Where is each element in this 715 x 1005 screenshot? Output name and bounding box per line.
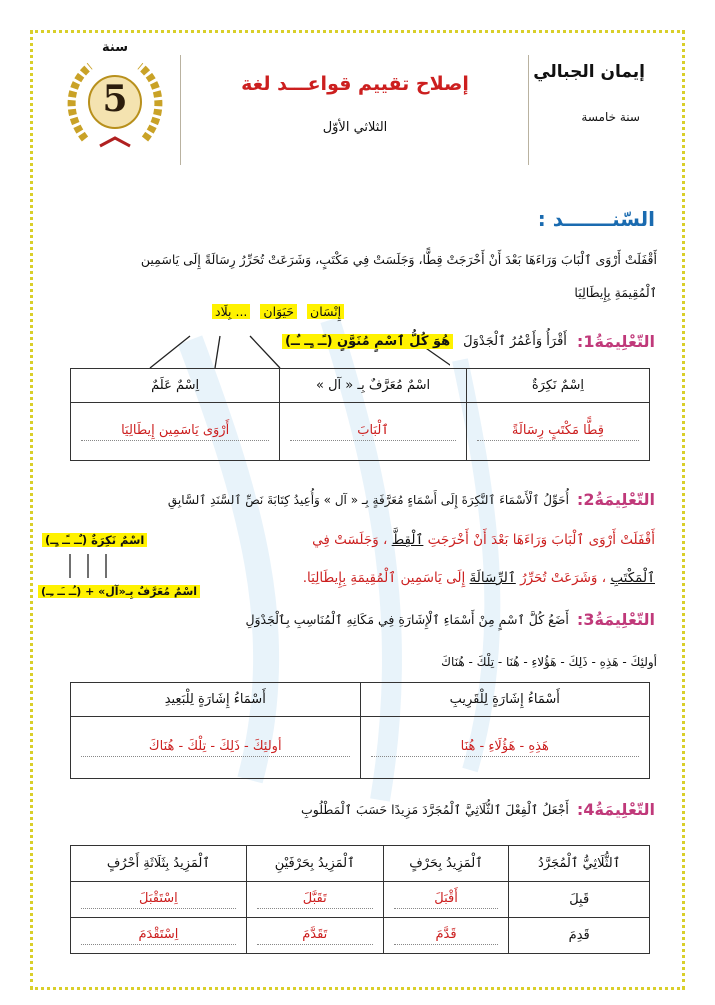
task2-line2-part-b: ، وَشَرَعَتْ تُحَرِّرُ <box>520 570 607 586</box>
task4-row1-two: تَقَبَّلَ <box>257 891 373 909</box>
badge-word: سنة <box>102 40 128 55</box>
text-line-1: أَقْفَلَتْ أَرْوَى ٱلْبَابَ وَرَاءَهَا بَعْدَ أَنْ أَخْرَجَتْ قِطًّا، وَجَلَسَتْ فِي مَكْتَبٍ، وَشَرَعَتْ تُحَرِّرُ رِسَالَةً إِلَى يَاسَمِين <box>140 252 657 267</box>
task4-header-base: ٱلثُّلَاثِيُّ ٱلْمُجَرَّدُ <box>509 846 650 882</box>
tag-country: بِلَاد ... <box>212 304 250 319</box>
task2-line-1 <box>312 532 655 548</box>
task2-instruction: أُحَوِّلُ ٱلْأَسْمَاءَ ٱلنَّكِرَةَ إِلَى أَسْمَاءٍ مُعَرَّفَةٍ بِـ « آل » وَأُعِيدُ كِتَابَةَ نَصِّ ٱلسَّنَدِ ٱلسَّابِقِ <box>167 492 569 507</box>
task1-tags <box>212 304 344 319</box>
task1-cell-definite: ٱلْبَابَ <box>290 423 456 441</box>
task4-instruction: أَجْعَلُ ٱلْفِعْلَ ٱلثُّلَاثِيَّ ٱلْمُجَرَّدَ مَزِيدًا حَسَبَ ٱلْمَطْلُوبِ <box>301 802 569 817</box>
task2-side-definite: اسْمٌ مُعَرَّفٌ بِـ«آل» + (ـُـ ـَـ ـِـ) <box>38 585 200 598</box>
task3-word-list: أولئِكَ - هَذِهِ - ذَلِكَ - هَؤُلاءِ - هُنَا - تِلْكَ - هُنَاكَ <box>441 655 657 669</box>
task1-table <box>70 368 650 461</box>
task2-line2-definite-letter: ٱلرِّسَالَةَ <box>469 570 516 586</box>
text-heading: السّنـــــــد : <box>537 207 655 231</box>
task2-line2-part-d: إِلَى يَاسَمِين ٱلْمُقِيمَةِ بِإِيطَالِيَا. <box>302 570 466 586</box>
task1-header-definite: اسْمٌ مُعَرَّفٌ بِـ « آل » <box>280 369 467 403</box>
task1-header-proper: اِسْمٌ عَلَمٌ <box>71 369 280 403</box>
task3-cell-near: هَذِهِ - هَؤُلَاءِ - هُنَا <box>371 739 640 757</box>
task1-header-indefinite: اِسْمٌ نَكِرَةٌ <box>466 369 649 403</box>
badge-number: 5 <box>102 78 128 120</box>
task3-header-far: أَسْمَاءُ إِشَارَةٍ لِلْبَعِيدِ <box>71 683 361 717</box>
grade-badge <box>60 40 170 160</box>
task2-line1-part-a: أَقْفَلَتْ أَرْوَى ٱلْبَابَ وَرَاءَهَا بَعْدَ أَنْ أَخْرَجَتِ <box>427 532 655 548</box>
header-divider-left <box>180 55 181 165</box>
task4-row2-base: قَدِمَ <box>509 918 650 954</box>
task4-header-three-letters: ٱلْمَزِيدُ بِثَلَاثَةِ أَحْرُفٍ <box>71 846 247 882</box>
grade-label: سنة خامسة <box>581 110 640 124</box>
task4-row2-one: قَدَّمَ <box>394 927 499 945</box>
task4-table <box>70 845 650 954</box>
task3-header-near: أَسْمَاءُ إِشَارَةٍ لِلْقَرِيبِ <box>360 683 650 717</box>
task1-heading-row <box>282 332 655 351</box>
tag-human: إِنْسَان <box>307 304 344 319</box>
task3-table <box>70 682 650 779</box>
task2-line2-definite-office: ٱلْمَكْتَبِ <box>610 570 655 586</box>
task3-label: التّعْلِيمَةُ3: <box>576 610 655 629</box>
page-title: إصلاح تقييم قواعـــد لغة <box>241 73 469 95</box>
table-row <box>71 918 650 954</box>
task4-row2-three: اِسْتَقْدَمَ <box>81 927 236 945</box>
teacher-name: إيمان الجبالي <box>533 62 645 82</box>
table-row <box>71 882 650 918</box>
task2-line1-part-c: ، وَجَلَسَتْ فِي <box>312 532 388 548</box>
task1-instruction: أَقْرَأُ وَأَعْمُرُ ٱلْجَدْوَلَ <box>463 334 567 349</box>
task3-heading-row <box>245 610 655 629</box>
task4-row1-three: اِسْتَقْبَلَ <box>81 891 236 909</box>
task4-header-one-letter: ٱلْمَزِيدُ بِحَرْفٍ <box>383 846 509 882</box>
term-label: الثلاثي الأوّل <box>322 120 388 135</box>
task2-label: التّعْلِيمَةُ2: <box>576 490 655 509</box>
task1-cell-proper: أَرْوَى يَاسَمِين إِيطَالِيَا <box>81 423 269 441</box>
task4-label: التّعْلِيمَةُ4: <box>576 800 655 819</box>
task1-cell-indefinite: قِطًّا مَكْتَبٍ رِسَالَةً <box>477 423 639 441</box>
task3-cell-far: أولئِكَ - ذَلِكَ - تِلْكَ - هُنَاكَ <box>81 739 350 757</box>
task3-instruction: أَضَعُ كُلَّ ٱسْمٍ مِنْ أَسْمَاءِ ٱلْإِشَارَةِ فِي مَكَانِهِ ٱلْمُنَاسِبِ بِٱلْجَدْوَلِ <box>245 612 569 627</box>
tag-animal: حَيَوَان <box>260 304 297 319</box>
task4-row2-two: تَقَدَّمَ <box>257 927 373 945</box>
task2-heading-row <box>55 490 655 509</box>
task4-row1-one: أَقْبَلَ <box>394 891 499 909</box>
task2-line-2 <box>303 570 655 586</box>
task2-down-arrows-icon <box>60 552 120 582</box>
task2-line1-definite-cat: ٱلْقِطَّ <box>391 532 424 548</box>
task4-row1-base: قَبِلَ <box>509 882 650 918</box>
task4-heading-row <box>301 800 655 819</box>
header-divider-right <box>528 55 529 165</box>
task1-label: التّعْلِيمَةُ1: <box>576 332 655 351</box>
task1-note: هُوَ كُلُّ ٱسْمٍ مُنَوَّنٍ (ـًـ ـٍـ ـٌـ) <box>282 334 453 349</box>
task4-header-two-letters: ٱلْمَزِيدُ بِحَرْفَيْنِ <box>246 846 383 882</box>
task2-side-indefinite: اسْمٌ نَكِرَةٌ (ـٌـ ـًـ ـٍـ) <box>42 533 147 547</box>
text-line-2: ٱلْمُقِيمَةِ بِإِيطَالِيَا <box>574 285 657 300</box>
